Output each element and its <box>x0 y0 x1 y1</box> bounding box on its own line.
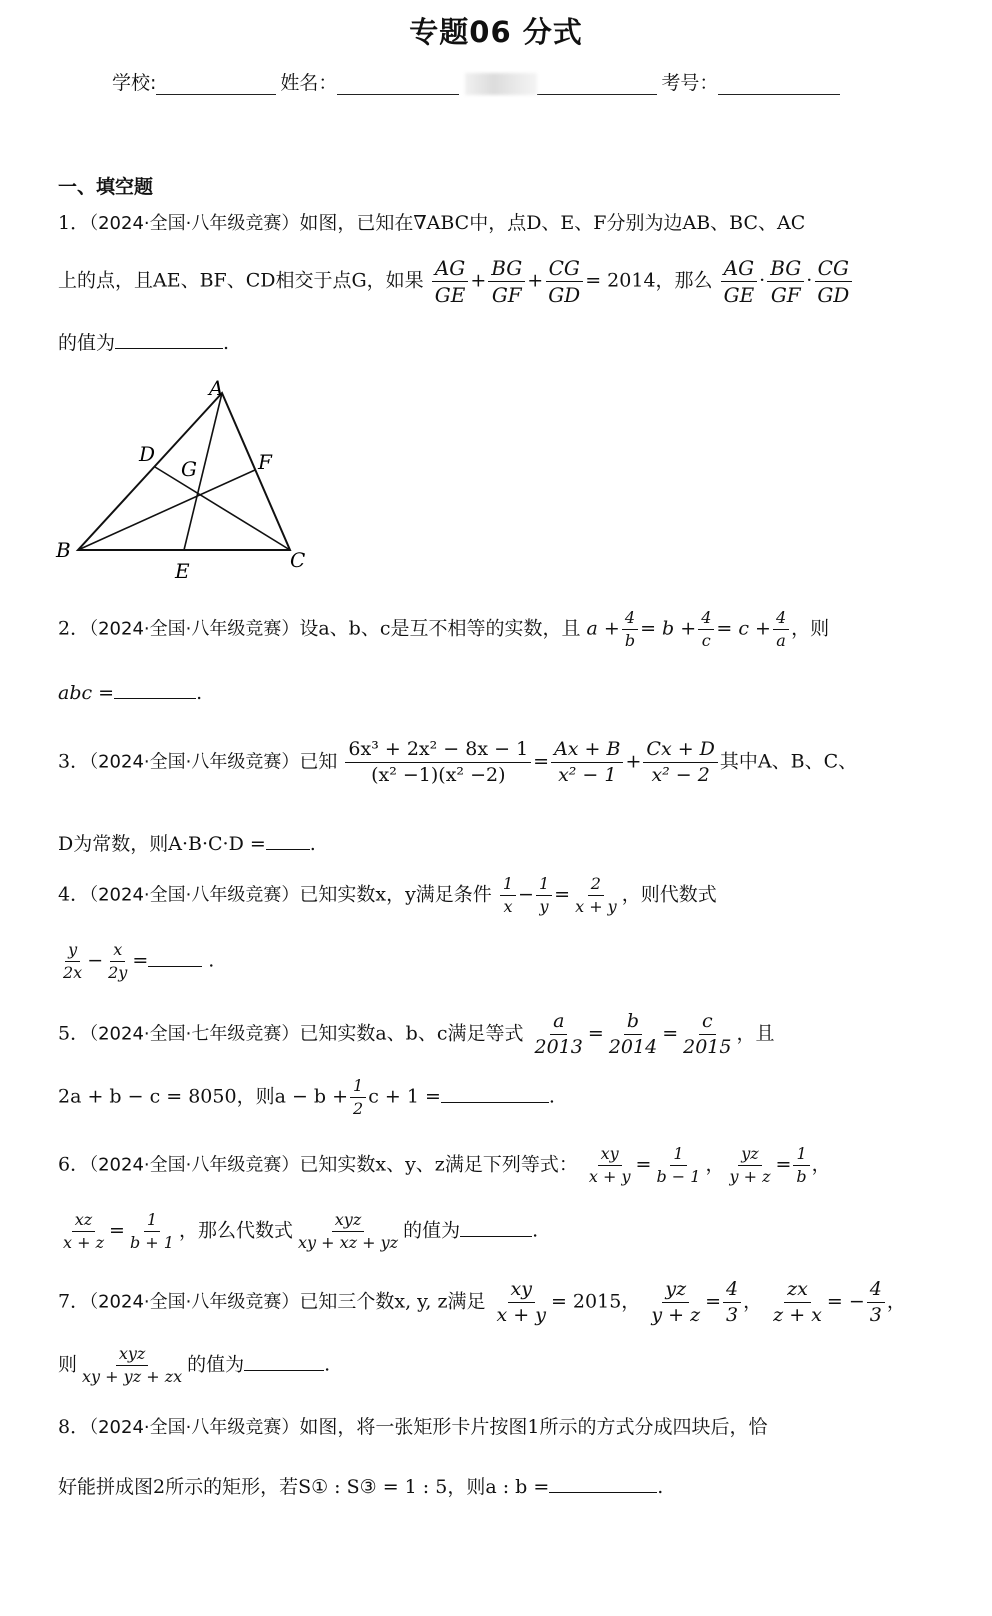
fraction: $\frac{CG}{GD}$ <box>814 258 852 305</box>
fraction: $\frac{4}{c}$ <box>698 610 714 649</box>
answer-blank[interactable] <box>441 1086 549 1103</box>
question-number: 8． <box>58 1416 90 1438</box>
label-f: F <box>258 450 272 474</box>
question-7-line-1: 7．（2024·全国·八年级竞赛）已知三个数x, y, z满足 $\frac{xy}{x + y}$ = 2015， $\frac{yz}{y + z}$ = $\frac{4}{3}$ ， $\frac{zx}{z + x}$ = − $\frac{4}{3}$ ， <box>58 1278 906 1326</box>
question-2-line-2: abc = . <box>58 682 203 704</box>
question-number: 6． <box>58 1153 90 1176</box>
answer-blank[interactable] <box>148 950 202 967</box>
triangle-figure <box>50 375 320 590</box>
question-text: 已知实数x，y满足条件 <box>299 883 492 906</box>
fraction: $\frac{4}{3}$ <box>723 1280 741 1325</box>
label-b: B <box>56 538 71 562</box>
question-text: 已知实数a、b、c满足等式 <box>299 1022 524 1045</box>
fraction: $\frac{\text{6x³ + 2x² − 8x − 1}}{\text{(x² −1)(x² −2)}}$ <box>345 740 531 785</box>
question-1-line-1 <box>58 214 805 233</box>
answer-blank[interactable] <box>266 833 310 850</box>
question-8-line-2: 好能拼成图2所示的矩形，若S① : S③ = 1 : 5，则a : b = . <box>58 1476 664 1498</box>
answer-blank[interactable] <box>549 1476 657 1493</box>
question-text: 如图，将一张矩形卡片按图1所示的方式分成四块后，恰 <box>299 1416 768 1438</box>
school-label: 学校: <box>112 72 157 94</box>
question-source: （2024·全国·八年级竞赛） <box>89 1291 300 1313</box>
name-blank-extension[interactable] <box>537 74 657 95</box>
answer-blank[interactable] <box>244 1354 324 1371</box>
question-5-line-2: 2a + b − c = 8050，则a − b + $\frac{1}{2}$ c + 1 = . <box>58 1076 555 1118</box>
fraction: $\frac{BG}{GF}$ <box>767 258 804 305</box>
exam-number-label: 考号： <box>661 72 719 94</box>
question-source: （2024·全国·八年级竞赛） <box>89 213 300 234</box>
question-source: （2024·全国·八年级竞赛） <box>89 1154 300 1176</box>
answer-blank[interactable] <box>460 1220 532 1237</box>
label-c: C <box>290 548 306 572</box>
equation-value: = 2014，那么 <box>585 269 713 292</box>
question-4-line-2: $\frac{y}{2x}$ − $\frac{x}{2y}$ = . <box>58 942 214 981</box>
question-source: （2024·全国·八年级竞赛） <box>89 884 300 906</box>
answer-blank[interactable] <box>114 682 196 699</box>
fraction: $\frac{yz}{y + z}$ <box>729 1144 771 1186</box>
fraction: $\frac{4}{3}$ <box>867 1280 885 1325</box>
question-text: 已知三个数x, y, z满足 <box>299 1290 486 1313</box>
question-6-line-1: 6．（2024·全国·八年级竞赛）已知实数x、y、z满足下列等式： $\frac{xy}{x + y}$ = $\frac{1}{b - 1}$ ， $\frac{yz}{y + z}$ = $\frac{1}{b}$ ， <box>58 1144 831 1186</box>
fraction: $\frac{CG}{GD}$ <box>545 258 583 305</box>
question-1-line-3: 的值为 . <box>58 332 230 354</box>
fraction: $\frac{1}{b - 1}$ <box>656 1144 701 1186</box>
question-4-line-1: 4．（2024·全国·八年级竞赛）已知实数x，y满足条件 $\frac{1}{x}$ − $\frac{1}{y}$ = $\frac{2}{x + y}$ ，则代数式 <box>58 874 717 916</box>
question-text: 好能拼成图2所示的矩形，若S① : S③ = 1 : 5，则a : b = <box>58 1476 550 1498</box>
segment-bf <box>78 470 255 550</box>
name-blank[interactable] <box>337 74 459 95</box>
question-number: 7． <box>58 1290 90 1313</box>
answer-blank[interactable] <box>115 332 223 349</box>
fraction: $\frac{1}{y}$ <box>536 876 552 915</box>
fraction: $\frac{yz}{y + z}$ <box>651 1278 701 1326</box>
fraction: $\frac{AG}{GE}$ <box>432 258 469 305</box>
fraction: $\frac{c}{2015}$ <box>683 1010 732 1058</box>
student-info-row <box>112 68 840 95</box>
fraction: $\frac{4}{a}$ <box>773 610 789 649</box>
label-d: D <box>139 442 156 466</box>
question-number: 2． <box>58 617 90 640</box>
question-number: 5． <box>58 1022 90 1045</box>
exam-number-blank[interactable] <box>718 74 840 95</box>
question-8-line-1 <box>58 1418 767 1437</box>
question-text: 上的点，且AE、BF、CD相交于点G，如果 <box>58 269 424 292</box>
question-text: 如图，已知在∇ABC中，点D、E、F分别为边AB、BC、AC <box>299 212 806 234</box>
school-blank[interactable] <box>156 74 276 95</box>
fraction: $\frac{1}{b + 1}$ <box>129 1210 174 1252</box>
page-title: 专题06 分式 <box>409 15 583 49</box>
fraction: $\frac{Cx + D}{\text{x² − 2}}$ <box>643 740 718 785</box>
fraction: $\frac{BG}{GF}$ <box>488 258 525 305</box>
question-number: 4． <box>58 883 90 906</box>
fraction: $\frac{xy}{x + y}$ <box>588 1144 631 1186</box>
fraction: $\frac{xz}{x + z}$ <box>63 1210 105 1252</box>
fraction: $\frac{1}{x}$ <box>500 876 516 915</box>
question-source: （2024·全国·七年级竞赛） <box>89 1023 300 1045</box>
question-text: 已知 <box>299 750 338 773</box>
fraction: $\frac{AG}{GE}$ <box>721 258 758 305</box>
fraction: $\frac{xy}{x + y}$ <box>496 1278 546 1326</box>
fraction: $\frac{\text{xyz}}{xy + xz + yz}$ <box>297 1210 399 1252</box>
fraction: $\frac{x}{2y}$ <box>108 940 128 982</box>
fraction: $\frac{a}{2013}$ <box>534 1010 583 1058</box>
question-6-line-2: $\frac{xz}{x + z}$ = $\frac{1}{b + 1}$ ，那么代数式 $\frac{\text{xyz}}{xy + xz + yz}$ 的值为 . <box>58 1212 538 1251</box>
name-label: 姓名： <box>280 72 338 94</box>
fraction: $\frac{y}{2x}$ <box>63 940 83 982</box>
question-text: 已知实数x、y、z满足下列等式： <box>299 1153 578 1176</box>
fraction: $\frac{\text{xyz}}{xy + yz + zx}$ <box>82 1344 183 1386</box>
fraction: $\frac{zx}{z + x}$ <box>773 1278 822 1326</box>
question-source: （2024·全国·八年级竞赛） <box>89 1417 300 1438</box>
fraction: $\frac{1}{b}$ <box>793 1146 809 1185</box>
question-source: （2024·全国·八年级竞赛） <box>89 618 300 640</box>
question-3-line-2: D为常数，则A·B·C·D = . <box>58 833 316 855</box>
question-1-line-2: 上的点，且AE、BF、CD相交于点G，如果 $\frac{AG}{GE}$ + $\frac{BG}{GF}$ + $\frac{CG}{GD}$ = 2014，那么 $\frac{AG}{GE}$ · $\frac{BG}{GF}$ · $\frac{CG}{GD}$ <box>58 258 854 305</box>
question-source: （2024·全国·八年级竞赛） <box>89 751 300 773</box>
question-text: 2a + b − c = 8050，则a − b + <box>58 1085 349 1108</box>
question-5-line-1: 5．（2024·全国·七年级竞赛）已知实数a、b、c满足等式 $\frac{a}{2013}$ = $\frac{b}{2014}$ = $\frac{c}{2015}$ ，且 <box>58 1010 775 1058</box>
label-a: A <box>209 376 224 400</box>
section-title: 一、填空题 <box>58 176 154 198</box>
segment-cd <box>155 467 290 550</box>
question-3-line-1: 3．（2024·全国·八年级竞赛）已知 $\frac{\text{6x³ + 2x² − 8x − 1}}{\text{(x² −1)(x² −2)}}$ = $\frac{Ax + B}{\text{x² − 1}}$ + $\frac{Cx + D}{\text{x² − 2}}$ 其中A、B、C、 <box>58 738 858 786</box>
question-text: 的值为 <box>58 332 116 354</box>
label-g: G <box>181 457 197 481</box>
fraction: $\frac{Ax + B}{\text{x² − 1}}$ <box>551 740 623 785</box>
redacted-area <box>465 73 537 95</box>
question-text: D为常数，则A·B·C·D = <box>58 833 266 855</box>
question-text: 设a、b、c是互不相等的实数，且 <box>299 617 581 640</box>
fraction: $\frac{4}{b}$ <box>622 610 638 649</box>
fraction: $\frac{2}{x + y}$ <box>575 874 617 916</box>
fraction: $\frac{1}{2}$ <box>350 1078 366 1117</box>
question-number: 3． <box>58 750 90 773</box>
label-e: E <box>175 559 190 583</box>
question-2-line-1: 2．（2024·全国·八年级竞赛）设a、b、c是互不相等的实数，且 a + $\frac{4}{b}$ = b + $\frac{4}{c}$ = c + $\frac{4}{a}$ ，则 <box>58 608 830 650</box>
question-number: 1． <box>58 212 90 234</box>
question-7-line-2: 则 $\frac{\text{xyz}}{xy + yz + zx}$ 的值为 . <box>58 1344 331 1386</box>
fraction: $\frac{b}{2014}$ <box>608 1010 658 1058</box>
